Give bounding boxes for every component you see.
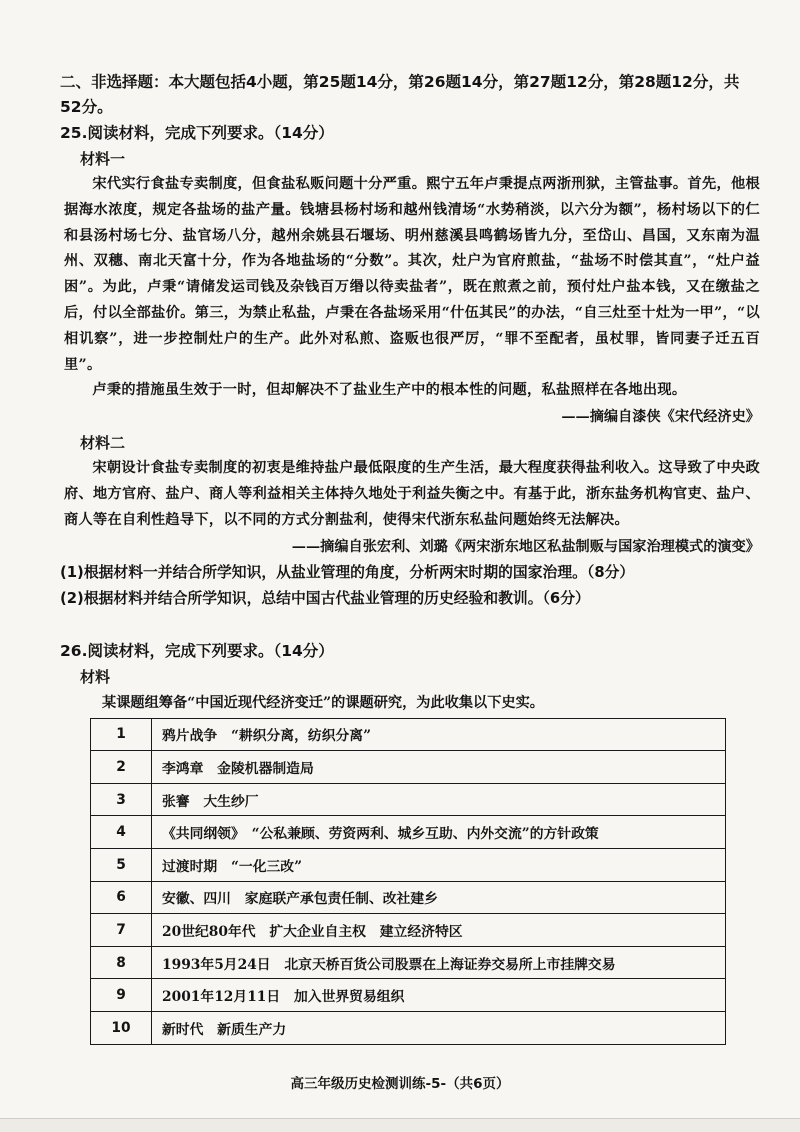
table-row — [91, 914, 726, 947]
question-26 — [60, 638, 760, 1045]
section-heading — [60, 70, 760, 120]
section-heading-line2: 52分。 — [60, 98, 113, 116]
page-footer: 高三年级历史检测训练-5-（共6页） — [290, 1076, 510, 1092]
row-text: 1993年5月24日 北京天桥百货公司股票在上海证券交易所上市挂牌交易 — [152, 946, 726, 979]
table-row — [91, 946, 726, 979]
table-row — [91, 718, 726, 751]
row-number: 2 — [91, 751, 152, 784]
row-number: 10 — [91, 1011, 152, 1044]
page-bottom-edge — [0, 1118, 800, 1132]
table-row — [91, 1011, 726, 1044]
table-row — [91, 783, 726, 816]
material-1-paragraph-1: 宋代实行食盐专卖制度，但食盐私贩问题十分严重。熙宁五年卢秉提点两浙刑狱，主管盐事。首先，他根据海水浓度，规定各盐场的盐产量。钱塘县杨村场和越州钱清场“水势稍淡，以六分为额”，杨村场以下的仁和县汤村场七分、盐官场八分，越州余姚县石堰场、明州慈溪县鸣鹤场皆九分，至岱山、昌国，又东南为温州、双穗、南北天富十分，作为各地盐场的“分数”。其次，灶户为官府煎盐，“盐场不时偿其直”，“灶户益困”。为此，卢秉“请储发运司钱及杂钱百万缗以待卖盐者”，既在煎煮之前，预付灶户盐本钱，又在缴盐之后，付以全部盐价。第三，为禁止私盐，卢秉在各盐场采用“什伍其民”的办法，“自三灶至十灶为一甲”，“以相讥察”，进一步控制灶户的生产。此外对私煎、盗贩也很严厉，“罪不至配者，虽杖罪，皆同妻子迁五百里”。 — [64, 176, 760, 373]
material-2-label: 材料二 — [80, 434, 126, 453]
table-row — [91, 751, 726, 784]
table-row — [91, 848, 726, 881]
question-25-part-2: (2)根据材料并结合所学知识，总结中国古代盐业管理的历史经验和教训。（6分） — [60, 589, 590, 607]
question-26-material-label: 材料 — [80, 667, 111, 686]
row-text: 过渡时期 “一化三改” — [152, 848, 726, 881]
row-number: 6 — [91, 881, 152, 914]
row-text: 鸦片战争 “耕织分离，纺织分离” — [152, 718, 726, 751]
row-text: 《共同纲领》 “公私兼顾、劳资两利、城乡互助、内外交流”的方针政策 — [152, 816, 726, 849]
material-1-source: ——摘编自漆侠《宋代经济史》 — [561, 409, 760, 426]
material-1-paragraph-2: 卢秉的措施虽生效于一时，但却解决不了盐业生产中的根本性的问题，私盐照样在各地出现。 — [92, 382, 687, 399]
row-number: 7 — [91, 914, 152, 947]
table-row — [91, 816, 726, 849]
row-text: 李鸿章 金陵机器制造局 — [152, 751, 726, 784]
table-row — [91, 881, 726, 914]
row-number: 8 — [91, 946, 152, 979]
table-row — [91, 979, 726, 1012]
row-number: 1 — [91, 718, 152, 751]
row-text: 20世纪80年代 扩大企业自主权 建立经济特区 — [152, 914, 726, 947]
row-text: 张謇 大生纱厂 — [152, 783, 726, 816]
section-heading-line1: 二、非选择题：本大题包括4小题，第25题14分，第26题14分，第27题12分，第28题12分，共 — [60, 73, 740, 91]
material-2-paragraph-1: 宋朝设计食盐专卖制度的初衷是维持盐户最低限度的生产生活，最大程度获得盐利收入。这导致了中央政府、地方官府、盐户、商人等利益相关主体持久地处于利益失衡之中。有基于此，浙东盐务机构官吏、盐户、商人等在自利性趋导下，以不同的方式分割盐利，使得宋代浙东私盐问题始终无法解决。 — [64, 460, 760, 528]
spacer — [64, 612, 760, 638]
row-number: 5 — [91, 848, 152, 881]
question-25-heading: 25.阅读材料，完成下列要求。（14分） — [60, 124, 334, 142]
row-text: 2001年12月11日 加入世界贸易组织 — [152, 979, 726, 1012]
material-1-label: 材料一 — [80, 150, 126, 168]
row-number: 4 — [91, 816, 152, 849]
row-text: 新时代 新质生产力 — [152, 1011, 726, 1044]
row-number: 9 — [91, 979, 152, 1012]
question-25 — [60, 120, 760, 612]
material-2-source: ——摘编自张宏利、刘璐《两宋浙东地区私盐制贩与国家治理模式的演变》 — [291, 538, 760, 555]
question-25-part-1: (1)根据材料一并结合所学知识，从盐业管理的角度，分析两宋时期的国家治理。（8分） — [60, 563, 635, 581]
historical-facts-table — [90, 718, 726, 1045]
question-26-heading: 26.阅读材料，完成下列要求。（14分） — [60, 641, 334, 660]
row-number: 3 — [91, 783, 152, 816]
row-text: 安徽、四川 家庭联产承包责任制、改社建乡 — [152, 881, 726, 914]
question-26-intro: 某课题组筹备“中国近现代经济变迁”的课题研究，为此收集以下史实。 — [102, 694, 544, 711]
